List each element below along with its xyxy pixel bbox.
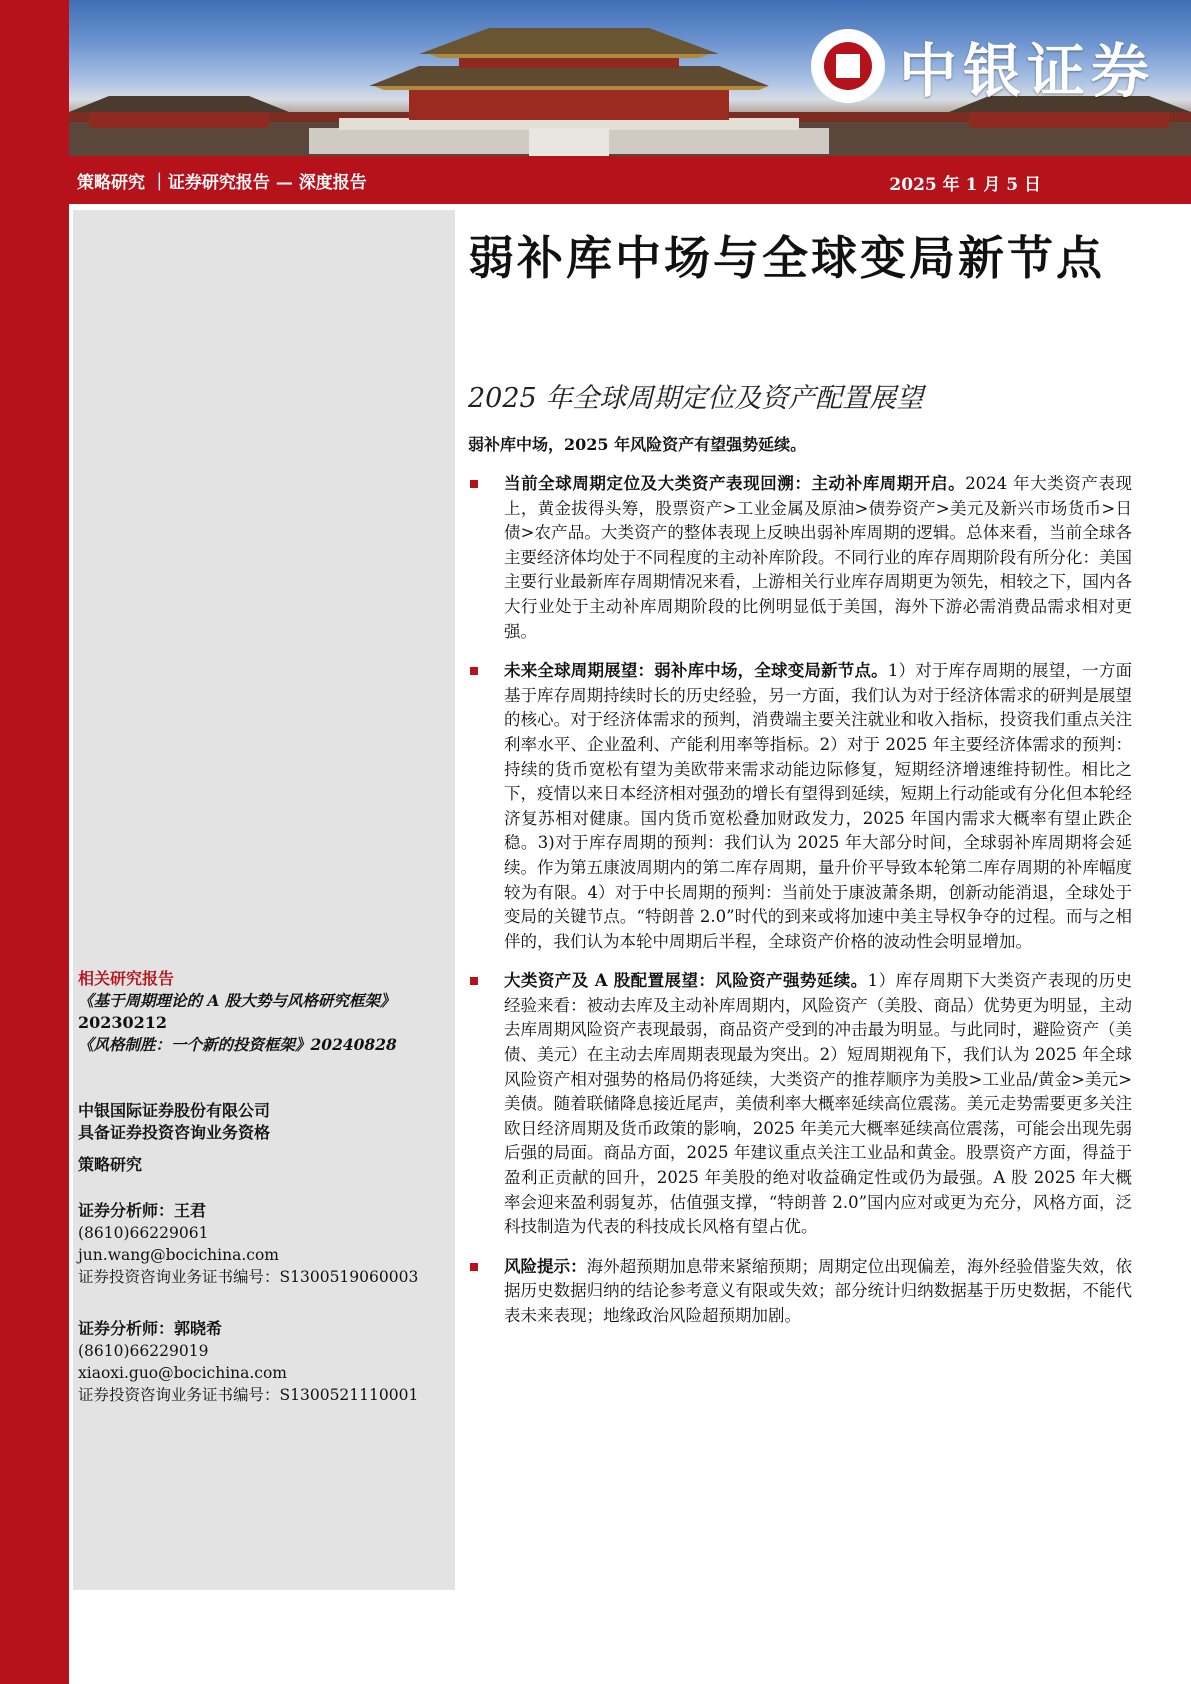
department: 策略研究 xyxy=(78,1155,143,1174)
key-point-item xyxy=(470,659,1132,954)
key-point-item xyxy=(470,1255,1132,1329)
key-point-body: 1）库存周期下大类资产表现的历史经验来看：被动去库及主动补库周期内，风险资产（美股、商品）优势更为明显，主动去库周期风险资产表现最弱，商品资产受到的冲击最为明显。与此同时，避险资产（美债、美元）在主动去库周期表现最为突出。2）短周期视角下，我们认为 2025 年全球风险资产相对强势的格局仍将延续，大类资产的推荐顺序为美股>工业品/黄金>美元>美债。随着联储降息接近尾声，美债利率大概率延续高位震荡。美元走势需要更多关注欧日经济周期及货币政策的影响，2025 年美元大概率延续高位震荡，可能会出现先弱后强的局面。商品方面，2025 年建议重点关注工业品和黄金。股票资产方面，得益于盈利正贡献的回升，2025 年美股的绝对收益确定性或仍为最强。A 股 2025 年大概率会迎来盈利弱复苏，估值强支撑，“特朗普 2.0”国内应对或更为充分，风格方面，泛科技制造为代表的科技成长风格有望占优。 xyxy=(504,971,1133,1237)
key-point-lead: 大类资产及 A 股配置展望：风险资产强势延续。 xyxy=(504,971,868,991)
related-reports-heading: 相关研究报告 xyxy=(78,969,175,988)
analyst-phone: (8610)66229061 xyxy=(78,1224,209,1242)
bullet-square-icon xyxy=(470,480,478,488)
analyst-email[interactable]: jun.wang@bocichina.com xyxy=(78,1246,279,1264)
key-point-body: 海外超预期加息带来紧缩预期；周期定位出现偏差，海外经验借鉴失效，依据历史数据归纳的结论参考意义有限或失效；部分统计归纳数据基于历史数据，不能代表未来表现；地缘政治风险超预期加剧。 xyxy=(504,1256,1133,1325)
company-logo xyxy=(811,24,1155,108)
report-date: 2025 年 1 月 5 日 xyxy=(889,175,1041,195)
bullet-square-icon xyxy=(470,667,478,675)
report-title: 弱补库中场与全球变局新节点 xyxy=(468,231,1105,285)
analyst-card xyxy=(78,1318,448,1406)
company-info xyxy=(78,1100,448,1176)
analyst-card xyxy=(78,1200,448,1288)
related-report-date: 20230212 xyxy=(78,1013,168,1032)
key-point-lead: 风险提示： xyxy=(504,1256,587,1276)
key-point-body: 2024 年大类资产表现上，黄金拔得头筹，股票资产>工业金属及原油>债券资产>美元及新兴市场货币>日债>农产品。大类资产的整体表现上反映出弱补库周期的逻辑。总体来看，当前全球各主要经济体均处于不同程度的主动补库阶段。不同行业的库存周期阶段有所分化：美国主要行业最新库存周期情况来看，上游相关行业库存周期更为领先，相较之下，国内各大行业处于主动补库周期阶段的比例明显低于美国，海外下游必需消费品需求相对更强。 xyxy=(504,474,1132,641)
analyst-email[interactable]: xiaoxi.guo@bocichina.com xyxy=(78,1364,288,1382)
breadcrumb: 策略研究 ｜证券研究报告 — 深度报告 xyxy=(77,172,367,193)
analyst-title: 证券分析师：王君 xyxy=(78,1201,207,1220)
key-point-lead: 未来全球周期展望：弱补库中场，全球变局新节点。 xyxy=(504,661,888,681)
key-point-item xyxy=(470,472,1132,644)
report-subtitle: 2025 年全球周期定位及资产配置展望 xyxy=(468,383,924,414)
key-point-body: 1）对于库存周期的展望，一方面基于库存周期持续时长的历史经验，另一方面，我们认为对于经济体需求的研判是展望的核心。对于经济体需求的预判，消费端主要关注就业和收入指标，投资我们重点关注利率水平、企业盈利、产能利用率等指标。2）对于 2025 年主要经济体需求的预判：持续的货币宽松有望为美欧带来需求动能边际修复，短期经济增速维持韧性。相比之下，疫情以来日本经济相对强劲的增长有望得到延续，短期上行动能或有分化但本轮经济复苏相对健康。国内货币宽松叠加财政发力，2025 年国内需求大概率有望止跌企稳。3)对于库存周期的预判：我们认为 2025 年大部分时间，全球弱补库周期将会延续。作为第五康波周期内的第二库存周期，量升价平导致本轮第二库存周期的补库幅度较为有限。4）对于中长周期的预判：当前处于康波萧条期，创新动能消退，全球处于变局的关键节点。“特朗普 2.0”时代的到来或将加速中美主导权争夺的过程。而与之相伴的，我们认为本轮中周期后半程，全球资产价格的波动性会明显增加。 xyxy=(504,661,1133,951)
related-reports xyxy=(78,968,448,1056)
key-points-list xyxy=(470,472,1132,1344)
boc-logo-icon xyxy=(811,29,885,103)
analyst-cert: 证券投资咨询业务证书编号：S1300519060003 xyxy=(78,1268,419,1286)
key-point-lead: 当前全球周期定位及大类资产表现回溯：主动补库周期开启。 xyxy=(504,474,966,493)
analyst-phone: (8610)66229019 xyxy=(78,1342,209,1360)
key-point-item xyxy=(470,969,1132,1240)
bullet-square-icon xyxy=(470,977,478,985)
logo-text: 中银证券 xyxy=(898,37,1155,105)
related-report-link[interactable]: 《风格制胜：一个新的投资框架》20240828 xyxy=(78,1035,397,1054)
analyst-cert: 证券投资咨询业务证书编号：S1300521110001 xyxy=(78,1386,419,1404)
left-accent-bar xyxy=(0,0,69,1684)
report-summary: 弱补库中场，2025 年风险资产有望强势延续。 xyxy=(468,435,807,454)
related-report-link[interactable]: 《基于周期理论的 A 股大势与风格研究框架》 xyxy=(78,991,396,1010)
report-header-bar xyxy=(69,156,1191,204)
company-name: 中银国际证券股份有限公司 xyxy=(78,1101,271,1120)
company-qualification: 具备证券投资咨询业务资格 xyxy=(78,1123,271,1142)
analyst-title: 证券分析师：郭晓希 xyxy=(78,1319,223,1338)
header-banner-image xyxy=(69,0,1191,166)
bullet-square-icon xyxy=(470,1263,478,1271)
